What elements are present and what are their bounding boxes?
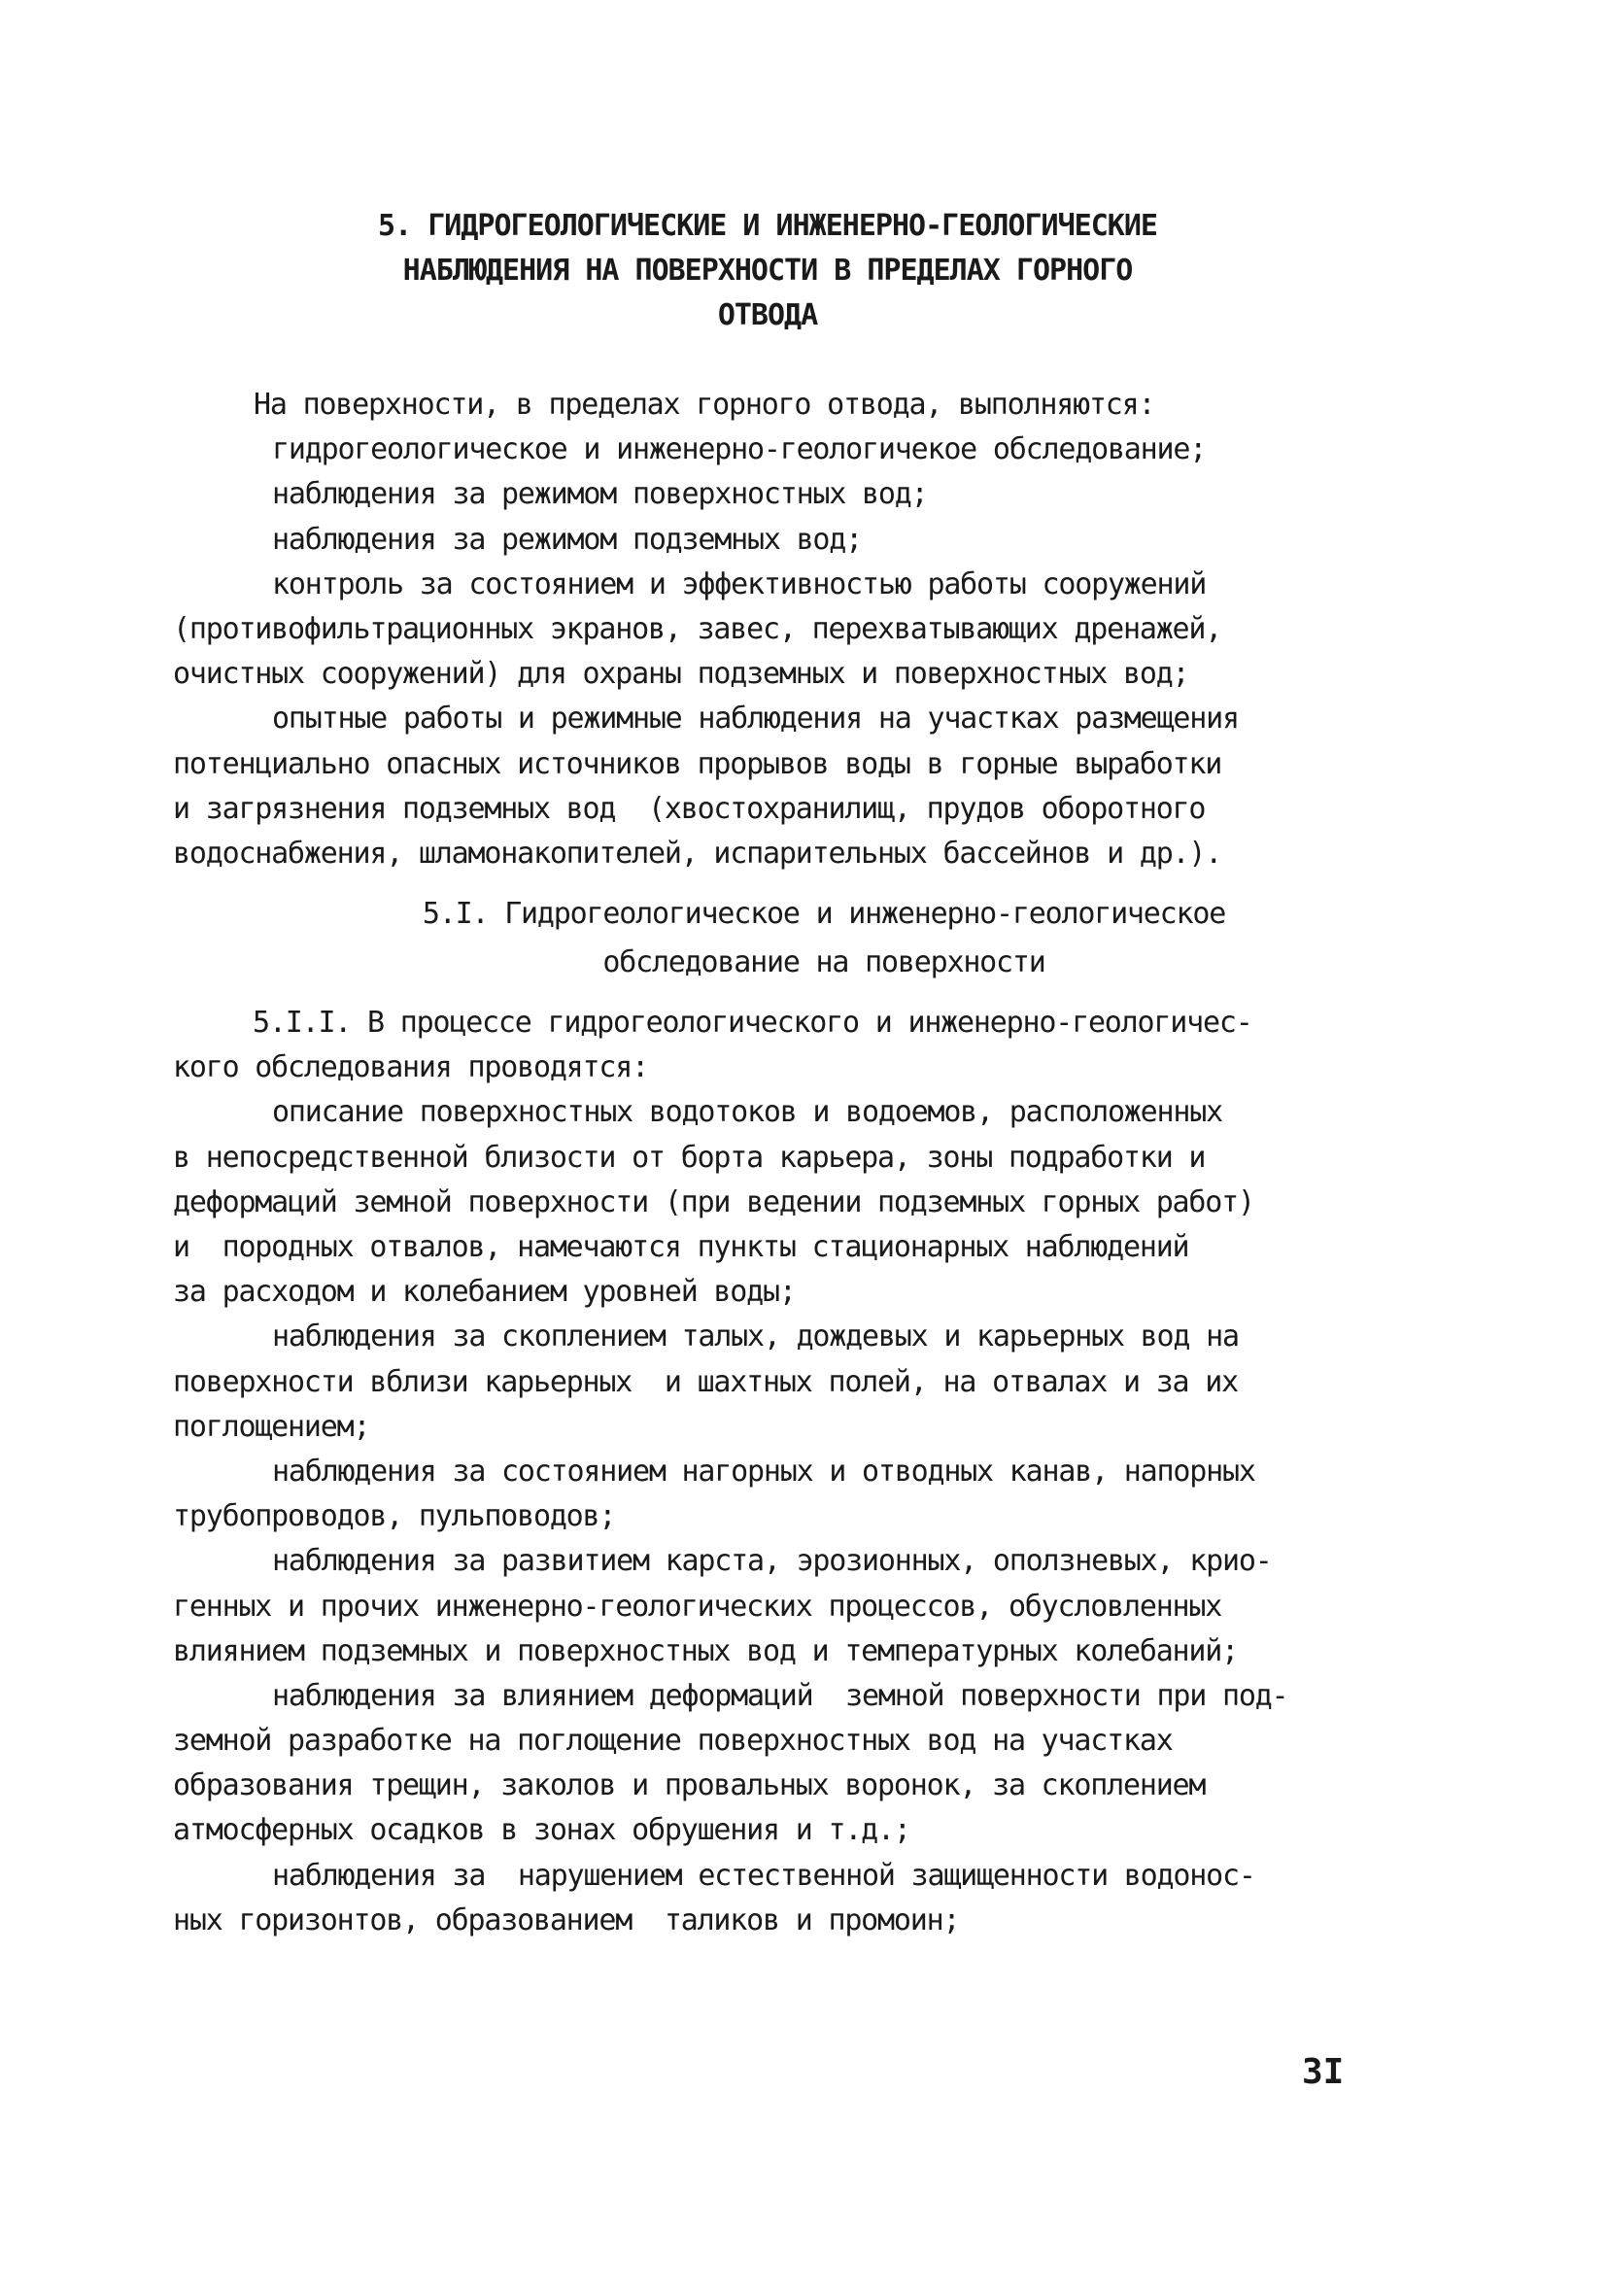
item6-line: наблюдения за нарушением естественной защищенности водонос- xyxy=(272,1858,1255,1893)
experiment-line: потенциально опасных источников прорывов воды в горные выработки xyxy=(173,746,1222,781)
item1-line: за расходом и колебанием уровней воды; xyxy=(173,1275,796,1310)
subsection-title-line: 5.I. Гидрогеологическое и инженерно-геологическое xyxy=(422,897,1226,932)
item4-line: генных и прочих инженерно-геологических процессов, обусловленных xyxy=(173,1589,1222,1624)
item2-line: наблюдения за скоплением талых, дождевых и карьерных вод на xyxy=(272,1319,1239,1354)
subsection-title-line: обследование на поверхности xyxy=(602,945,1045,980)
item3-line: трубопроводов, пульповодов; xyxy=(173,1499,616,1534)
experiment-line: опытные работы и режимные наблюдения на участках размещения xyxy=(272,702,1239,737)
control-line: контроль за состоянием и эффективностью работы сооружений xyxy=(272,566,1207,601)
paragraph-line: 5.I.I. В процессе гидрогеологического и инженерно-геологичес- xyxy=(253,1006,1252,1041)
item4-line: наблюдения за развитием карста, эрозионных, оползневых, крио- xyxy=(272,1544,1272,1579)
list-item: наблюдения за режимом подземных вод; xyxy=(272,522,863,557)
control-line: (противофильтрационных экранов, завес, перехватывающих дренажей, xyxy=(173,611,1222,646)
section-title-line: ОТВОДА xyxy=(717,298,818,332)
item5-line: образования трещин, заколов и провальных воронок, за скоплением xyxy=(173,1768,1206,1803)
item4-line: влиянием подземных и поверхностных вод и температурных колебаний; xyxy=(173,1633,1238,1668)
experiment-line: и загрязнения подземных вод (хвостохранилищ, прудов оборотного xyxy=(173,791,1206,826)
paragraph-line: кого обследования проводятся: xyxy=(173,1050,648,1085)
item3-line: наблюдения за состоянием нагорных и отводных канав, напорных xyxy=(272,1454,1255,1489)
page-number: 3I xyxy=(1302,2052,1345,2092)
item1-line: и породных отвалов, намечаются пункты стационарных наблюдений xyxy=(173,1230,1189,1264)
item6-line: ных горизонтов, образованием таликов и промоин; xyxy=(173,1902,960,1937)
item5-line: атмосферных осадков в зонах обрушения и т.д.; xyxy=(173,1813,910,1848)
section-title-line: НАБЛЮДЕНИЯ НА ПОВЕРХНОСТИ В ПРЕДЕЛАХ ГОРНОГО xyxy=(402,254,1133,288)
section-title xyxy=(233,204,1302,338)
document-body xyxy=(173,383,1436,1943)
control-line: очистных сооружений) для охраны подземных и поверхностных вод; xyxy=(173,657,1189,692)
item1-line: деформаций земной поверхности (при ведении подземных горных работ) xyxy=(173,1184,1254,1219)
item1-line: описание поверхностных водотоков и водоемов, расположенных xyxy=(272,1095,1222,1130)
item2-line: поверхности вблизи карьерных и шахтных полей, на отвалах и за их xyxy=(173,1364,1238,1399)
item2-line: поглощением; xyxy=(173,1409,370,1444)
experiment-line: водоснабжения, шламонакопителей, испарительных бассейнов и др.). xyxy=(173,836,1222,871)
list-item: наблюдения за режимом поверхностных вод; xyxy=(272,477,928,512)
list-item: гидрогеологическое и инженерно-геологичекое обследование; xyxy=(272,432,1207,467)
item5-line: наблюдения за влиянием деформаций земной поверхности при под- xyxy=(272,1678,1288,1713)
section-title-line: 5. ГИДРОГЕОЛОГИЧЕСКИЕ И ИНЖЕНЕРНО-ГЕОЛОГИЧЕСКИЕ xyxy=(378,209,1157,243)
item1-line: в непосредственной близости от борта карьера, зоны подработки и xyxy=(173,1140,1206,1175)
item5-line: земной разработке на поглощение поверхностных вод на участках xyxy=(173,1724,1173,1759)
intro-line: На поверхности, в пределах горного отвода, выполняются: xyxy=(254,388,1155,422)
